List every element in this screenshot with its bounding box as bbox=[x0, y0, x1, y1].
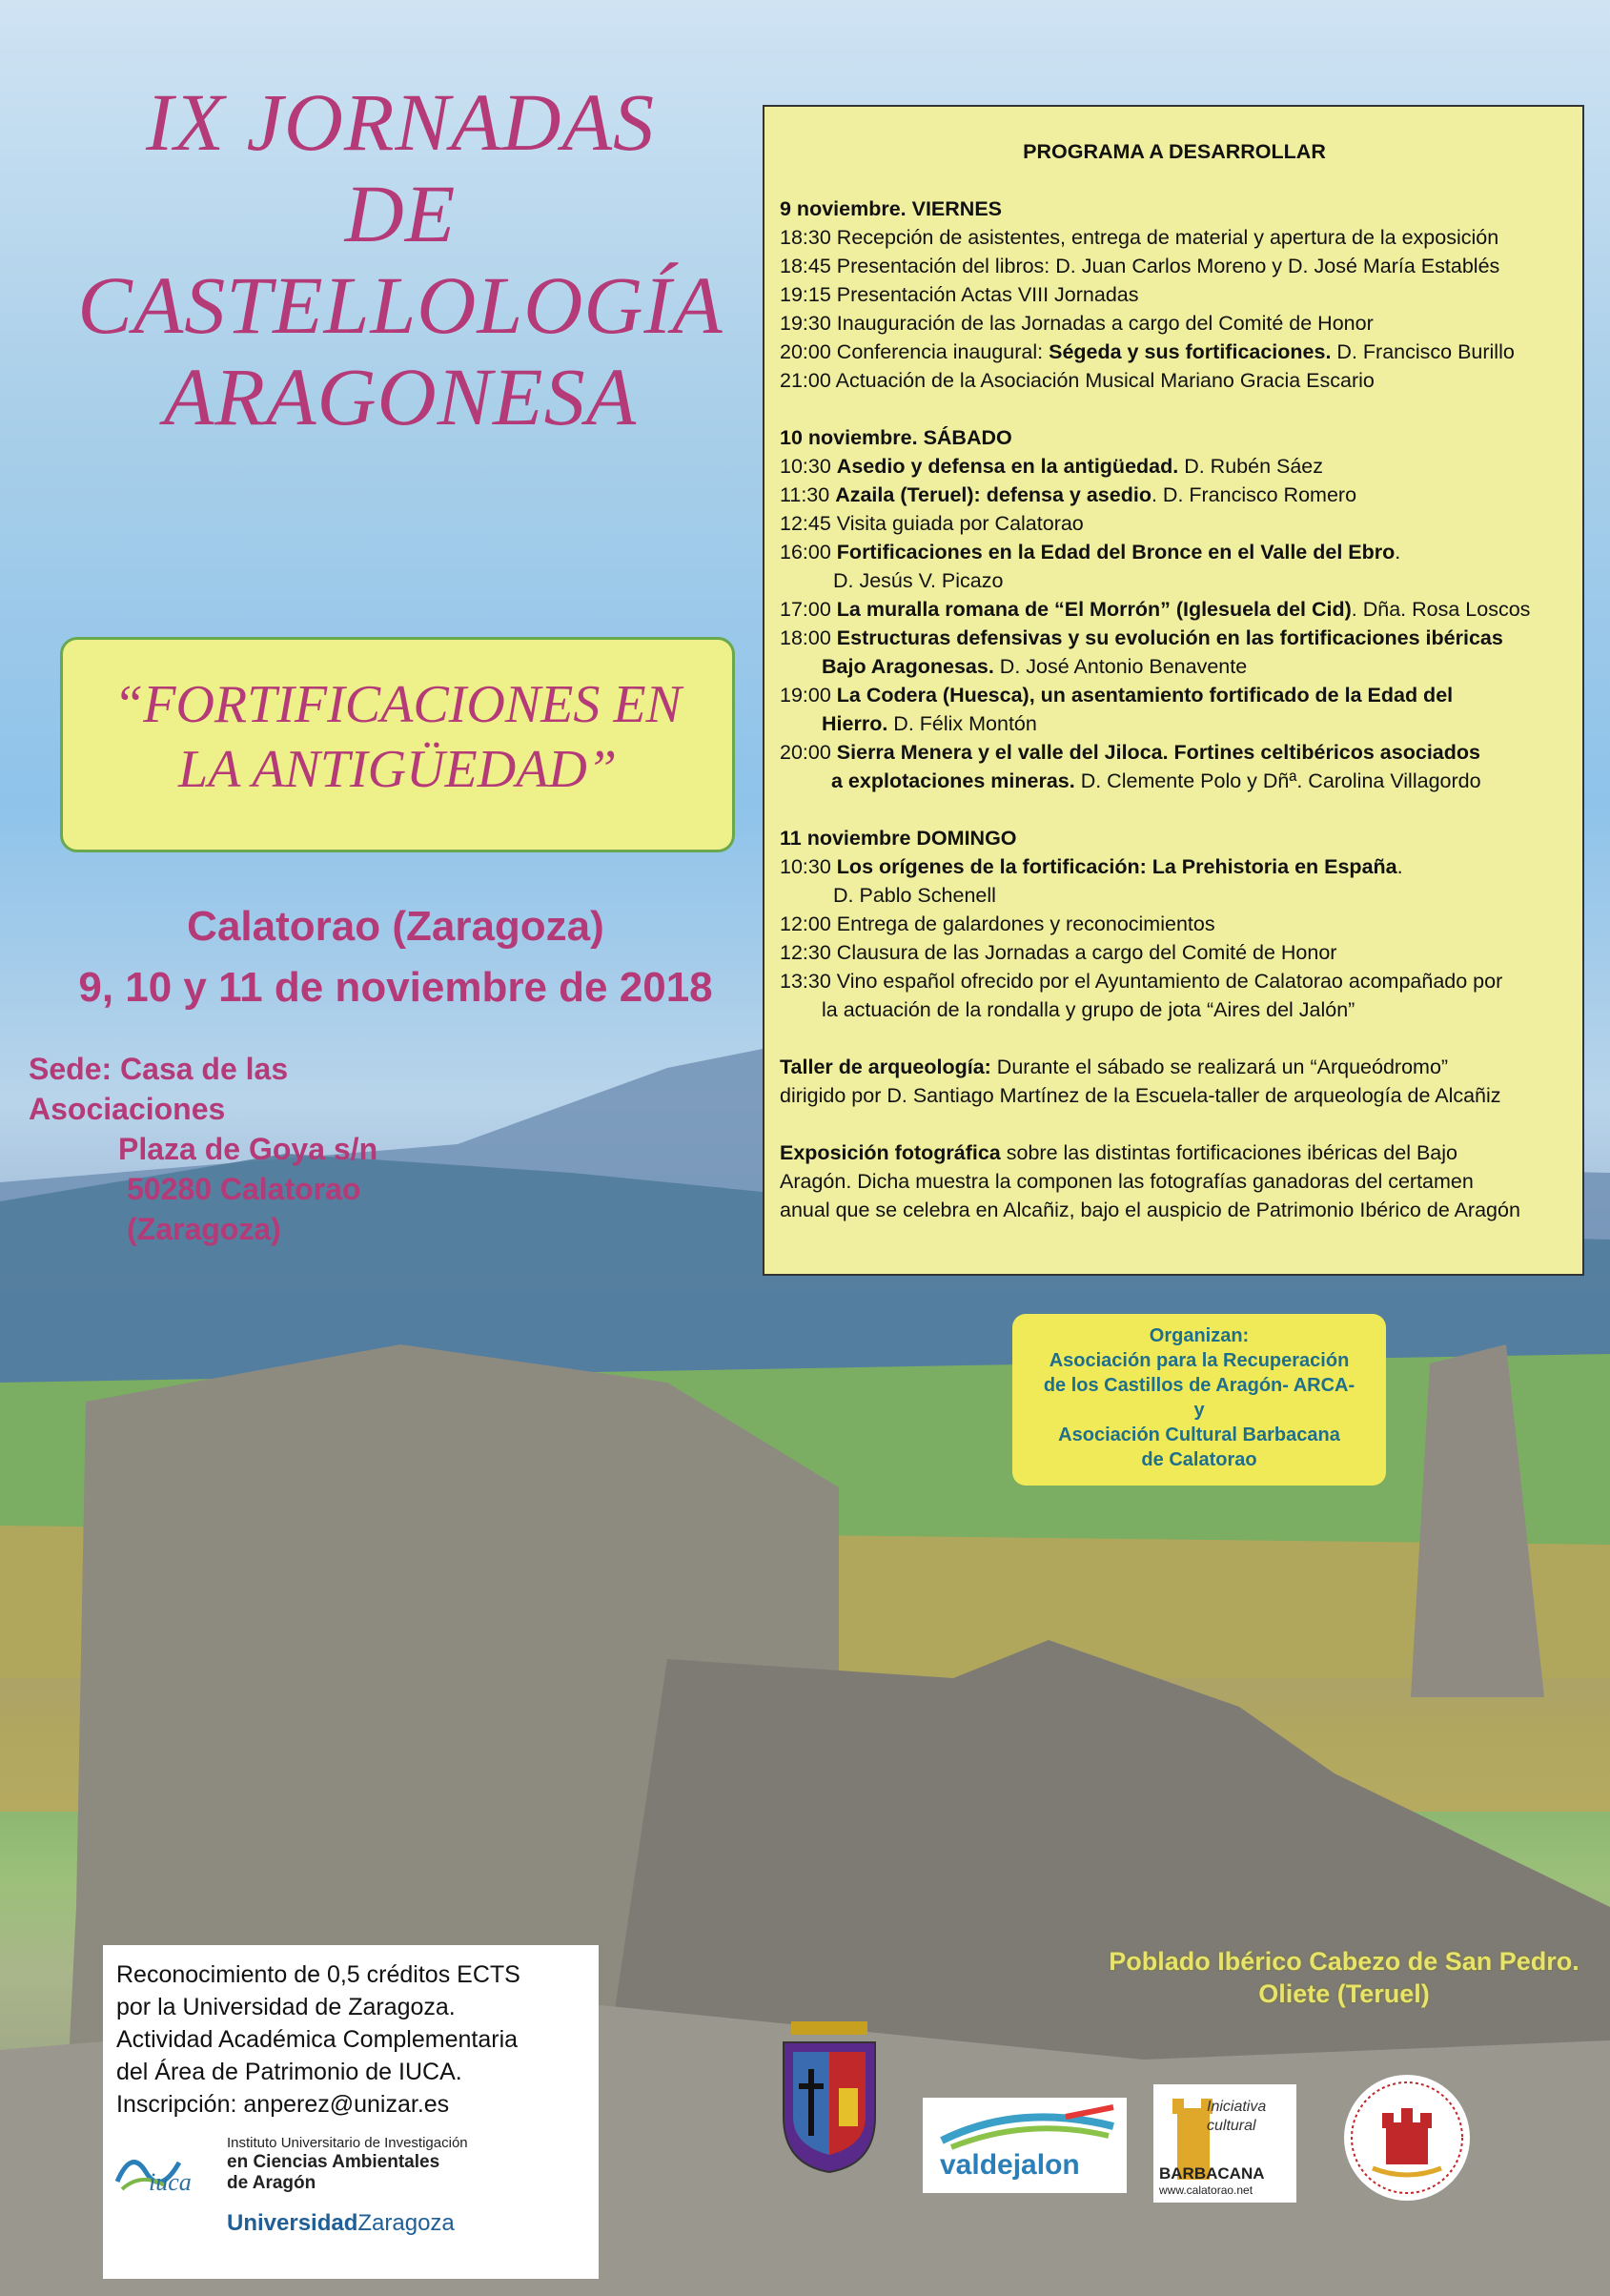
arca-logo bbox=[1344, 2075, 1470, 2201]
barbacana-line-2: cultural bbox=[1207, 2118, 1256, 2134]
title-line-4: ARAGONESA bbox=[163, 351, 638, 442]
arca-castle-icon bbox=[1344, 2075, 1470, 2201]
iuca-line-3: de Aragón bbox=[227, 2173, 316, 2193]
venue-block bbox=[29, 1049, 477, 1249]
exhibition-note-cont: anual que se celebra en Alcañiz, bajo el auspicio de Patrimonio Ibérico de Aragón bbox=[780, 1199, 1520, 1221]
program-item-cont: la actuación de la rondalla y grupo de jota “Aires del Jalón” bbox=[822, 998, 1355, 1021]
event-location bbox=[29, 896, 763, 1018]
caption-line-1: Poblado Ibérico Cabezo de San Pedro. bbox=[1109, 1947, 1579, 1976]
program-item: 16:00 Fortificaciones en la Edad del Bronce en el Valle del Ebro. bbox=[780, 541, 1401, 564]
program-item: 21:00 Actuación de la Asociación Musical Mariano Gracia Escario bbox=[780, 369, 1375, 392]
venue-line-2: Plaza de Goya s/n bbox=[118, 1132, 378, 1166]
theme-box bbox=[60, 637, 735, 852]
program-item: 19:00 La Codera (Huesca), un asentamiento fortificado de la Edad del bbox=[780, 684, 1454, 707]
venue-line-4: (Zaragoza) bbox=[127, 1212, 281, 1246]
credits-line: por la Universidad de Zaragoza. bbox=[116, 1994, 456, 2020]
exhibition-note-cont: Aragón. Dicha muestra la componen las fotografías ganadoras del certamen bbox=[780, 1170, 1474, 1193]
credits-line: Reconocimiento de 0,5 créditos ECTS bbox=[116, 1961, 520, 1988]
program-item-cont: D. Jesús V. Picazo bbox=[833, 569, 1004, 592]
organizers-line: Asociación Cultural Barbacana bbox=[1058, 1425, 1340, 1445]
program-item: 20:00 Conferencia inaugural: Ségeda y sus fortificaciones. D. Francisco Burillo bbox=[780, 340, 1515, 363]
barbacana-line-1: Iniciativa bbox=[1207, 2099, 1267, 2115]
location-dates: 9, 10 y 11 de noviembre de 2018 bbox=[78, 964, 713, 1011]
iuca-line-2: en Ciencias Ambientales bbox=[227, 2152, 440, 2172]
programme-heading: PROGRAMA A DESARROLLAR bbox=[1023, 140, 1326, 163]
program-item: 10:30 Asedio y defensa en la antigüedad. D. Rubén Sáez bbox=[780, 455, 1324, 478]
title-line-1: IX JORNADAS bbox=[145, 76, 655, 168]
program-item: 12:00 Entrega de galardones y reconocimientos bbox=[780, 912, 1215, 935]
saturday-heading: 10 noviembre. SÁBADO bbox=[780, 426, 1012, 449]
program-item: 20:00 Sierra Menera y el valle del Jiloca. Fortines celtibéricos asociados bbox=[780, 741, 1480, 764]
workshop-note: Taller de arqueología: Durante el sábado se realizará un “Arqueódromo” bbox=[780, 1056, 1449, 1078]
credits-line: Actividad Académica Complementaria bbox=[116, 2026, 519, 2053]
photo-caption bbox=[1087, 1945, 1601, 2010]
program-item: 13:30 Vino español ofrecido por el Ayuntamiento de Calatorao acompañado por bbox=[780, 970, 1503, 993]
iuca-line-1: Instituto Universitario de Investigación bbox=[227, 2135, 468, 2151]
workshop-note-cont: dirigido por D. Santiago Martínez de la Escuela-taller de arqueología de Alcañiz bbox=[780, 1084, 1501, 1107]
sunday-heading: 11 noviembre DOMINGO bbox=[780, 827, 1017, 850]
calatorao-coat-of-arms-icon bbox=[772, 2012, 887, 2174]
event-title bbox=[38, 76, 763, 442]
program-item: 18:00 Estructuras defensivas y su evolución en las fortificaciones ibéricas bbox=[780, 626, 1503, 649]
program-item: 19:15 Presentación Actas VIII Jornadas bbox=[780, 283, 1139, 306]
organizers-box bbox=[1012, 1314, 1386, 1486]
organizers-line: Asociación para la Recuperación bbox=[1049, 1350, 1350, 1371]
title-line-2: DE bbox=[344, 168, 457, 259]
program-item-cont: Bajo Aragonesas. D. José Antonio Benavente bbox=[822, 655, 1248, 678]
barbacana-logo bbox=[1153, 2084, 1296, 2203]
program-item: 19:30 Inauguración de las Jornadas a cargo del Comité de Honor bbox=[780, 312, 1374, 335]
title-line-3: CASTELLOLOGÍA bbox=[77, 259, 723, 351]
programme-box bbox=[763, 105, 1584, 1276]
valdejalon-logo bbox=[923, 2098, 1127, 2193]
valdejalon-swoosh-icon bbox=[923, 2098, 1127, 2155]
credits-line: Inscripción: anperez@unizar.es bbox=[116, 2091, 450, 2118]
barbacana-name: BARBACANA bbox=[1159, 2164, 1265, 2183]
venue-line-3: 50280 Calatorao bbox=[127, 1172, 361, 1206]
exhibition-note: Exposición fotográfica sobre las distintas fortificaciones ibéricas del Bajo bbox=[780, 1141, 1457, 1164]
credits-line: del Área de Patrimonio de IUCA. bbox=[116, 2059, 462, 2085]
program-item: 12:30 Clausura de las Jornadas a cargo del Comité de Honor bbox=[780, 941, 1337, 964]
venue-line-1: Sede: Casa de las Asociaciones bbox=[29, 1052, 289, 1126]
friday-heading: 9 noviembre. VIERNES bbox=[780, 197, 1002, 220]
program-item-cont: D. Pablo Schenell bbox=[833, 884, 996, 907]
program-item: 18:45 Presentación del libros: D. Juan Carlos Moreno y D. José María Establés bbox=[780, 255, 1500, 277]
program-item: 11:30 Azaila (Teruel): defensa y asedio. D. Francisco Romero bbox=[780, 483, 1357, 506]
program-item: 17:00 La muralla romana de “El Morrón” (Iglesuela del Cid). Dña. Rosa Loscos bbox=[780, 598, 1531, 621]
location-place: Calatorao (Zaragoza) bbox=[187, 903, 604, 950]
valdejalon-text: valdejalon bbox=[940, 2149, 1080, 2181]
organizers-line: y bbox=[1193, 1400, 1205, 1421]
iuca-logo bbox=[112, 2143, 208, 2201]
program-item-cont: Hierro. D. Félix Montón bbox=[822, 712, 1037, 735]
organizers-line: de los Castillos de Aragón- ARCA- bbox=[1043, 1375, 1355, 1396]
barbacana-url: www.calatorao.net bbox=[1159, 2183, 1253, 2197]
organizers-line: de Calatorao bbox=[1141, 1449, 1257, 1470]
theme-line-1: “FORTIFICACIONES EN bbox=[113, 675, 682, 734]
program-item: 12:45 Visita guiada por Calatorao bbox=[780, 512, 1084, 535]
program-item: 18:30 Recepción de asistentes, entrega de material y apertura de la exposición bbox=[780, 226, 1499, 249]
organizers-line: Organizan: bbox=[1149, 1325, 1250, 1346]
iuca-logo-text: iuca bbox=[149, 2168, 192, 2196]
theme-line-2: LA ANTIGÜEDAD” bbox=[177, 740, 617, 799]
caption-line-2: Oliete (Teruel) bbox=[1258, 1979, 1430, 2008]
iuca-logo-block bbox=[112, 2134, 589, 2267]
program-item-cont: a explotaciones mineras. D. Clemente Polo y Dñª. Carolina Villagordo bbox=[831, 769, 1481, 792]
unizar-logo: UniversidadZaragoza bbox=[227, 2210, 455, 2236]
program-item: 10:30 Los orígenes de la fortificación: La Prehistoria en España. bbox=[780, 855, 1403, 878]
